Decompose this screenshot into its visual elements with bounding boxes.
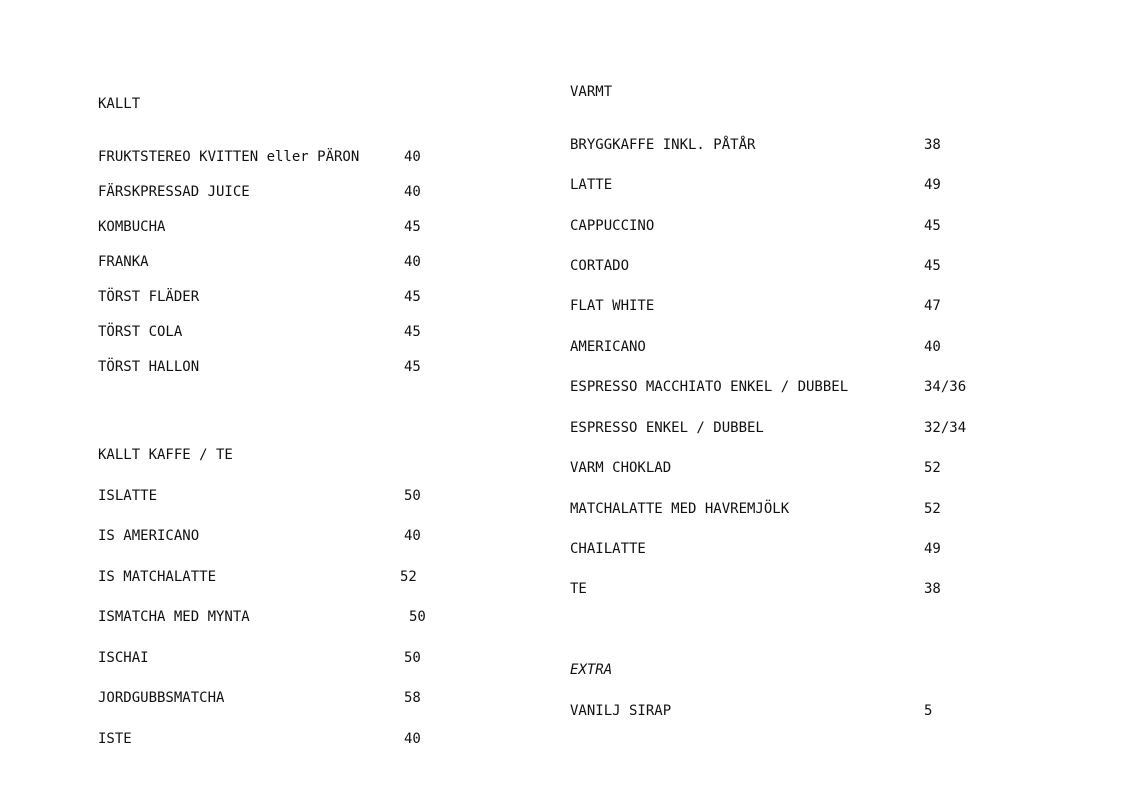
menu-item-price: 47 bbox=[924, 298, 941, 314]
menu-item-price: 50 bbox=[409, 609, 426, 625]
menu-item-name: BRYGGKAFFE INKL. PÅTÅR bbox=[570, 137, 756, 153]
menu-item-name: VANILJ SIRAP bbox=[570, 703, 672, 719]
menu-item-price: 58 bbox=[404, 690, 421, 706]
menu-item-name: TÖRST COLA bbox=[98, 324, 183, 340]
menu-item-price: 49 bbox=[924, 541, 941, 557]
menu-item-name: KOMBUCHA bbox=[98, 219, 166, 235]
menu-item-price: 45 bbox=[404, 289, 421, 305]
menu-item-name: ISMATCHA MED MYNTA bbox=[98, 609, 250, 625]
menu-item-price: 50 bbox=[404, 488, 421, 504]
menu-item-price: 45 bbox=[404, 359, 421, 375]
menu-item-price: 32/34 bbox=[924, 420, 967, 436]
menu-item-name: FRANKA bbox=[98, 254, 149, 270]
kallt-kaffe-te-heading: KALLT KAFFE / TE bbox=[98, 447, 233, 463]
kallt-heading: KALLT bbox=[98, 96, 141, 112]
menu-item-price: 45 bbox=[924, 258, 941, 274]
menu-item-price: 52 bbox=[924, 460, 941, 476]
menu-item-price: 40 bbox=[404, 184, 421, 200]
menu-item-price: 40 bbox=[924, 339, 941, 355]
menu-item-price: 52 bbox=[924, 501, 941, 517]
menu-item-name: IS MATCHALATTE bbox=[98, 569, 217, 585]
menu-item-name: ESPRESSO MACCHIATO ENKEL / DUBBEL bbox=[570, 379, 849, 395]
menu-item-name: FLAT WHITE bbox=[570, 298, 655, 314]
menu-item-name: FRUKTSTEREO KVITTEN eller PÄRON bbox=[98, 149, 360, 165]
menu-item-name: VARM CHOKLAD bbox=[570, 460, 672, 476]
menu-item-price: 40 bbox=[404, 149, 421, 165]
menu-item-name: TE bbox=[570, 581, 587, 597]
menu-item-price: 40 bbox=[404, 731, 421, 747]
menu-item-name: CHAILATTE bbox=[570, 541, 646, 557]
varmt-heading: VARMT bbox=[570, 84, 613, 100]
menu-item-price: 49 bbox=[924, 177, 941, 193]
menu-item-name: ISCHAI bbox=[98, 650, 149, 666]
menu-item-name: CORTADO bbox=[570, 258, 630, 274]
menu-item-name: ISLATTE bbox=[98, 488, 158, 504]
menu-item-name: TÖRST HALLON bbox=[98, 359, 200, 375]
menu-item-name: ESPRESSO ENKEL / DUBBEL bbox=[570, 420, 764, 436]
menu-item-name: ISTE bbox=[98, 731, 132, 747]
menu-item-price: 38 bbox=[924, 137, 941, 153]
menu-item-price: 40 bbox=[404, 528, 421, 544]
menu-item-price: 5 bbox=[924, 703, 933, 719]
menu-item-name: IS AMERICANO bbox=[98, 528, 200, 544]
extra-heading: EXTRA bbox=[570, 662, 613, 678]
menu-item-name: CAPPUCCINO bbox=[570, 218, 655, 234]
menu-item-name: FÄRSKPRESSAD JUICE bbox=[98, 184, 250, 200]
menu-item-price: 45 bbox=[404, 324, 421, 340]
menu-item-price: 40 bbox=[404, 254, 421, 270]
menu-item-price: 45 bbox=[404, 219, 421, 235]
menu-item-price: 34/36 bbox=[924, 379, 967, 395]
menu-item-name: AMERICANO bbox=[570, 339, 646, 355]
menu-item-name: MATCHALATTE MED HAVREMJÖLK bbox=[570, 501, 790, 517]
menu-item-price: 38 bbox=[924, 581, 941, 597]
menu-item-name: TÖRST FLÄDER bbox=[98, 289, 200, 305]
menu-item-price: 50 bbox=[404, 650, 421, 666]
menu-item-name: JORDGUBBSMATCHA bbox=[98, 690, 225, 706]
menu-item-price: 45 bbox=[924, 218, 941, 234]
menu-item-name: LATTE bbox=[570, 177, 613, 193]
menu-item-price: 52 bbox=[400, 569, 417, 585]
